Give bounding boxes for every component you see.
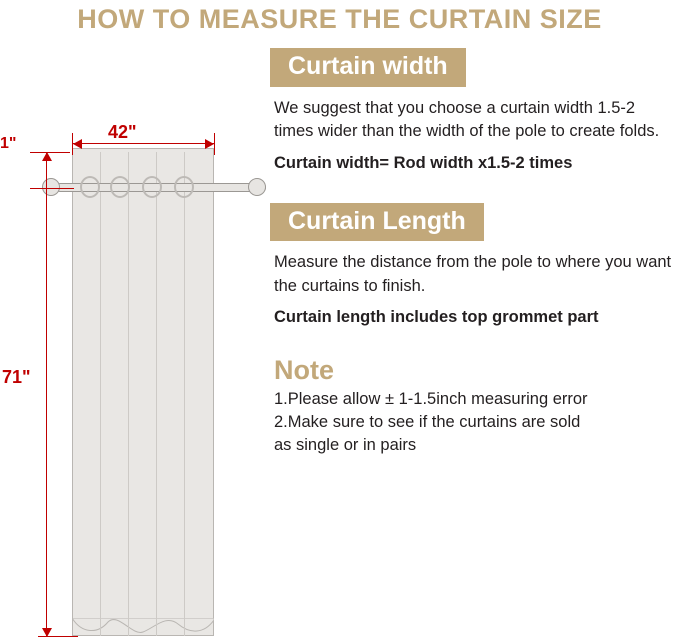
curtain-fold-line (100, 152, 101, 636)
curtain-fold-line (128, 152, 129, 636)
grommet-dimension-line (46, 152, 47, 188)
grommet-icon (174, 176, 194, 198)
grommet-icon (142, 176, 162, 198)
bottom-dimension-tick (38, 636, 78, 637)
section-formula: Curtain length includes top grommet part (274, 308, 599, 327)
height-arrow-up-icon (42, 152, 52, 161)
section-heading: Curtain width (270, 48, 466, 87)
width-arrow-left-icon (73, 139, 82, 149)
grommet-icon (110, 176, 130, 198)
note-line: as single or in pairs (274, 436, 417, 455)
curtain-hem-icon (72, 618, 214, 640)
width-label: 42" (108, 122, 137, 142)
curtain-fold-line (184, 152, 185, 636)
height-label: 71" (2, 367, 31, 387)
curtain-measurement-diagram (0, 40, 270, 628)
instructions-column (270, 48, 679, 461)
width-dimension-line (72, 143, 214, 144)
section-body: We suggest that you choose a curtain width 1.5-2 times wider than the width of the pole to create folds. (274, 98, 660, 141)
section-curtain-length (270, 203, 679, 328)
width-arrow-right-icon (205, 139, 214, 149)
section-formula: Curtain width= Rod width x1.5-2 times (274, 153, 573, 172)
section-curtain-width (270, 48, 679, 173)
page-title: HOW TO MEASURE THE CURTAIN SIZE (77, 3, 602, 34)
height-dimension-line (46, 152, 47, 636)
grommet-dimension-tick-top (30, 152, 70, 153)
section-note (270, 355, 679, 457)
rod-finial-right-icon (248, 178, 266, 196)
note-line: 1.Please allow ± 1-1.5inch measuring error (274, 390, 588, 409)
curtain-panel (72, 148, 214, 636)
section-heading: Curtain Length (270, 203, 484, 242)
grommet-size-label: 1" (0, 135, 17, 152)
width-dimension-tick (214, 133, 215, 155)
curtain-fold-line (156, 152, 157, 636)
note-title: Note (274, 355, 334, 386)
rod-finial-left-icon (42, 178, 60, 196)
section-body: Measure the distance from the pole to where you want the curtains to finish. (274, 253, 672, 295)
grommet-icon (80, 176, 100, 198)
grommet-dimension-tick-bottom (30, 188, 74, 189)
note-line: 2.Make sure to see if the curtains are sold (274, 413, 581, 432)
